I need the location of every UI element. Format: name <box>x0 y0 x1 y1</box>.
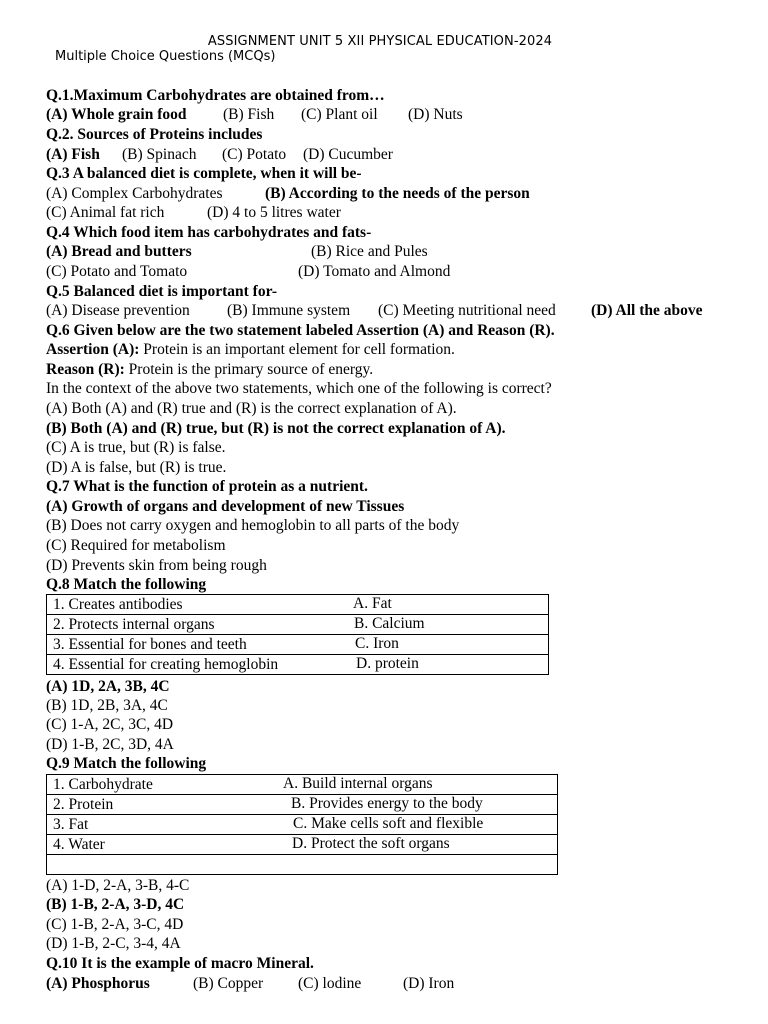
option-d: (D) 4 to 5 litres water <box>207 204 341 221</box>
option-b: (B) Does not carry oxygen and hemoglobin to all parts of the body <box>46 517 460 534</box>
table-cell <box>47 815 558 835</box>
match-table-q9 <box>46 774 558 875</box>
table-row <box>47 655 549 675</box>
option-b: (B) Fish <box>223 106 275 123</box>
question-2-options <box>46 145 393 164</box>
option-a: (A) 1D, 2A, 3B, 4C <box>46 678 170 695</box>
match-left: 3. Essential for bones and teeth <box>53 635 247 653</box>
match-right: A. Fat <box>353 595 392 612</box>
page-subtitle: Multiple Choice Questions (MCQs) <box>55 49 276 64</box>
option-b: (B) Rice and Pules <box>311 243 428 260</box>
match-right: B. Provides energy to the body <box>291 795 483 812</box>
match-right: D. protein <box>356 655 419 672</box>
option-d: (D) Prevents skin from being rough <box>46 557 267 574</box>
question-6: Q.6 Given below are the two statement labeled Assertion (A) and Reason (R). <box>46 322 555 339</box>
table-cell <box>47 655 549 675</box>
question-2: Q.2. Sources of Proteins includes <box>46 126 263 143</box>
match-left: 1. Carbohydrate <box>53 775 153 793</box>
option-d: (D) A is false, but (R) is true. <box>46 459 227 476</box>
reason-label: Reason (R): <box>46 361 125 378</box>
table-row <box>47 775 558 795</box>
option-b: (B) Immune system <box>227 302 351 319</box>
match-left: 4. Essential for creating hemoglobin <box>53 655 279 673</box>
match-right: B. Calcium <box>354 615 425 632</box>
question-3-options-row1 <box>46 184 530 203</box>
match-right: C. Iron <box>355 635 399 652</box>
table-row <box>47 615 549 635</box>
question-6-context: In the context of the above two statements, which one of the following is correct? <box>46 380 552 397</box>
table-cell <box>47 855 558 875</box>
option-d: (D) All the above <box>591 302 703 319</box>
reason-line <box>46 360 373 379</box>
question-8: Q.8 Match the following <box>46 576 207 593</box>
match-left: 2. Protects internal organs <box>53 615 215 633</box>
option-a: (A) Disease prevention <box>46 302 190 319</box>
option-c: (C) 1-A, 2C, 3C, 4D <box>46 716 174 733</box>
option-d: (D) Iron <box>403 975 455 992</box>
option-a: (A) Complex Carbohydrates <box>46 185 223 202</box>
option-b: (B) Spinach <box>122 146 197 163</box>
option-c: (C) 1-B, 2-A, 3-C, 4D <box>46 916 184 933</box>
table-row <box>47 635 549 655</box>
table-row <box>47 795 558 815</box>
option-d: (D) Cucumber <box>303 146 393 163</box>
table-cell <box>47 595 549 615</box>
question-10-options <box>46 974 455 993</box>
table-cell <box>47 835 558 855</box>
question-4-options-row1 <box>46 242 428 261</box>
table-row <box>47 595 549 615</box>
option-c: (C) Plant oil <box>301 106 378 123</box>
question-5-options <box>46 301 703 320</box>
option-d: (D) Tomato and Almond <box>298 263 451 280</box>
match-right: C. Make cells soft and flexible <box>293 815 484 832</box>
table-cell <box>47 795 558 815</box>
table-cell <box>47 635 549 655</box>
option-d: (D) 1-B, 2C, 3D, 4A <box>46 736 174 753</box>
page-title: ASSIGNMENT UNIT 5 XII PHYSICAL EDUCATION-2024 <box>207 34 553 49</box>
question-5: Q.5 Balanced diet is important for- <box>46 283 278 300</box>
match-left: 1. Creates antibodies <box>53 595 183 613</box>
option-c: (C) A is true, but (R) is false. <box>46 439 226 456</box>
option-a: (A) 1-D, 2-A, 3-B, 4-C <box>46 877 190 894</box>
table-cell <box>47 775 558 795</box>
match-right: A. Build internal organs <box>283 775 433 792</box>
assertion-text: Protein is an important element for cell formation. <box>143 341 455 358</box>
match-left: 3. Fat <box>53 815 89 833</box>
option-b: (B) Both (A) and (R) true, but (R) is not the correct explanation of A). <box>46 420 506 437</box>
table-cell <box>47 615 549 635</box>
table-row <box>47 815 558 835</box>
option-a: (A) Bread and butters <box>46 243 192 260</box>
option-a: (A) Phosphorus <box>46 975 150 992</box>
option-a: (A) Whole grain food <box>46 106 187 123</box>
match-left: 2. Protein <box>53 795 114 813</box>
reason-text: Protein is the primary source of energy. <box>128 361 374 378</box>
question-1: Q.1.Maximum Carbohydrates are obtained from… <box>46 87 385 104</box>
question-3: Q.3 A balanced diet is complete, when it will be- <box>46 165 362 182</box>
question-1-options <box>46 105 463 124</box>
question-4: Q.4 Which food item has carbohydrates and fats- <box>46 224 372 241</box>
option-c: (C) Potato and Tomato <box>46 263 188 280</box>
assertion-label: Assertion (A): <box>46 341 140 358</box>
option-c: (C) Required for metabolism <box>46 537 226 554</box>
option-b: (B) Copper <box>193 975 264 992</box>
table-row <box>47 835 558 855</box>
option-d: (D) 1-B, 2-C, 3-4, 4A <box>46 935 181 952</box>
assertion-line <box>46 340 455 359</box>
match-right: D. Protect the soft organs <box>292 835 450 852</box>
question-7: Q.7 What is the function of protein as a nutrient. <box>46 478 368 495</box>
question-9: Q.9 Match the following <box>46 755 207 772</box>
option-a: (A) Growth of organs and development of new Tissues <box>46 498 405 515</box>
match-table-q8 <box>46 594 549 675</box>
option-a: (A) Both (A) and (R) true and (R) is the correct explanation of A). <box>46 400 457 417</box>
table-row <box>47 855 558 875</box>
option-c: (C) Potato <box>222 146 287 163</box>
option-b: (B) 1D, 2B, 3A, 4C <box>46 697 168 714</box>
option-b: (B) 1-B, 2-A, 3-D, 4C <box>46 896 185 913</box>
option-c: (C) Meeting nutritional need <box>378 302 556 319</box>
question-4-options-row2 <box>46 262 451 281</box>
option-a: (A) Fish <box>46 146 100 163</box>
match-left: 4. Water <box>53 835 105 853</box>
option-d: (D) Nuts <box>408 106 463 123</box>
option-c: (C) lodine <box>298 975 362 992</box>
question-3-options-row2 <box>46 203 341 222</box>
option-b: (B) According to the needs of the person <box>265 185 530 202</box>
question-10: Q.10 It is the example of macro Mineral. <box>46 955 314 972</box>
option-c: (C) Animal fat rich <box>46 204 165 221</box>
